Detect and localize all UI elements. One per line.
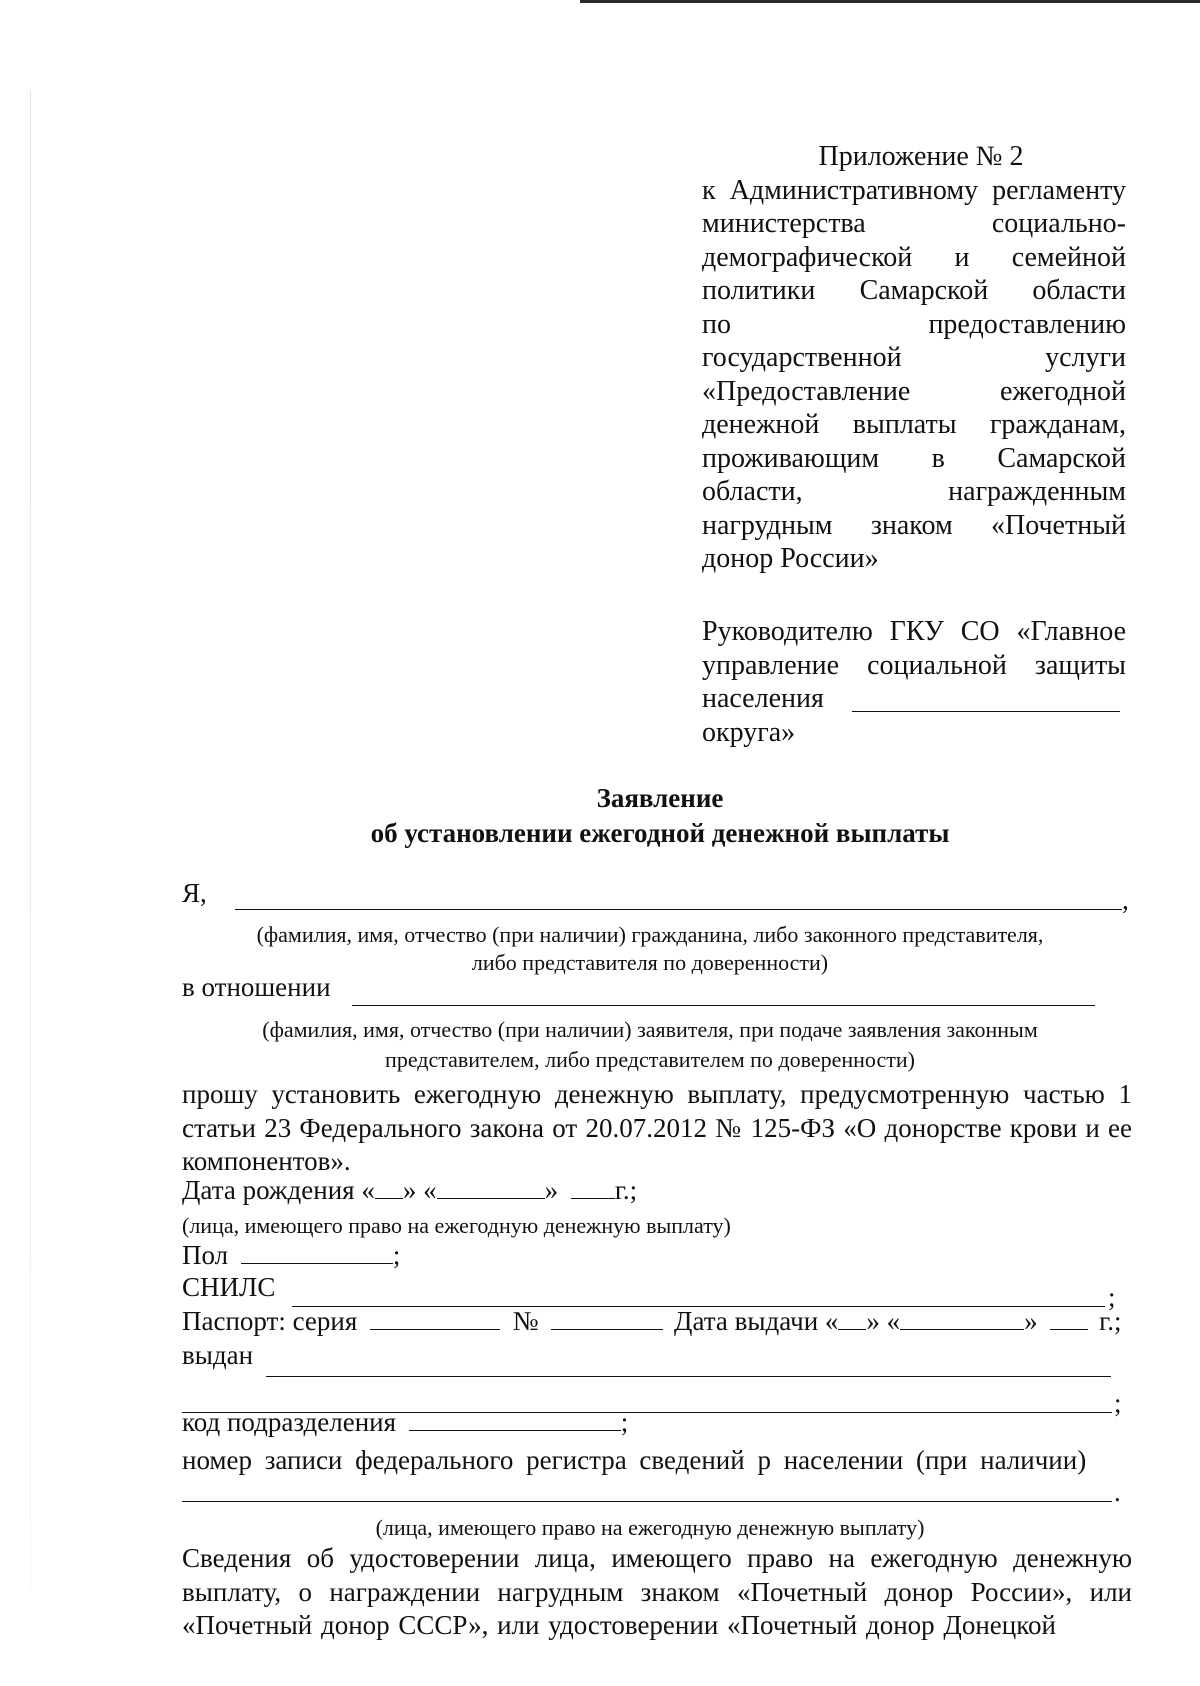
sex-label: Пол	[182, 1240, 229, 1270]
passport-number-label: №	[512, 1306, 539, 1336]
applicant-hint-1: (фамилия, имя, отчество (при наличии) гражданина, либо законного представителя,	[256, 922, 1044, 947]
appendix-line	[702, 274, 1126, 308]
appendix-line	[702, 174, 1126, 208]
birth-month-line[interactable]	[437, 1197, 545, 1199]
appendix-word: услуги	[1045, 342, 1126, 373]
appendix-word: социально-	[991, 208, 1126, 239]
appendix-word: проживающим	[702, 442, 880, 474]
certificate-paragraph: Сведения об удостоверении лица, имеющего право на ежегодную денежную выплату, о награждении нагрудным знаком «Почетный донор России», или «Почетный донор СССР», или удостоверении «Почетный донор Донецкой	[182, 1543, 1132, 1640]
appendix-word: денежной	[702, 409, 820, 440]
passport-date-sep-2: »	[1024, 1306, 1038, 1336]
division-end: ;	[620, 1407, 629, 1437]
issued-line-1[interactable]	[266, 1376, 1111, 1377]
appendix-line	[702, 375, 1126, 409]
appendix-word: знаком	[870, 509, 953, 541]
addressee-line-1: Руководителю ГКУ СО «Главное	[702, 616, 1126, 647]
passport-month-line[interactable]	[900, 1328, 1024, 1330]
scan-edge-left	[30, 90, 31, 1590]
birth-day-line[interactable]	[375, 1197, 403, 1199]
appendix-lines	[702, 174, 1126, 576]
applicant-hint-2: либо представителя по доверенности)	[471, 950, 829, 975]
addressee-line-2: управление социальной защиты	[702, 649, 1126, 681]
birth-date-label: Дата рождения «	[182, 1175, 375, 1205]
passport-year-line[interactable]	[1050, 1328, 1088, 1330]
appendix-word: выплаты	[852, 409, 957, 440]
appendix-line	[702, 442, 1126, 476]
regarding-hint-1: (фамилия, имя, отчество (при наличии) заявителя, при подаче заявления законным	[262, 1017, 1038, 1042]
sex-end: ;	[392, 1240, 401, 1270]
statement-title: Заявление	[596, 783, 724, 813]
sex-line[interactable]	[241, 1262, 393, 1264]
birth-year-line[interactable]	[571, 1197, 615, 1199]
appendix-line	[702, 475, 1126, 509]
appendix-word: нагрудным	[702, 509, 833, 541]
regarding-name-line[interactable]	[352, 1005, 1095, 1006]
appendix-word: и	[954, 241, 970, 273]
addressee-population-label: населения	[702, 683, 824, 714]
appendix-word: Самарской	[997, 442, 1126, 474]
appendix-header	[702, 140, 1126, 576]
appendix-word: Административному	[729, 174, 979, 206]
birth-date-sep-1: » «	[402, 1175, 437, 1205]
division-row	[182, 1407, 628, 1438]
birth-date-sep-2: »	[544, 1175, 559, 1205]
issued-end: ;	[1114, 1388, 1122, 1418]
appendix-word: политики	[702, 275, 816, 306]
appendix-word: награжденным	[948, 476, 1126, 507]
appendix-word: предоставлению	[928, 308, 1126, 340]
appendix-word: семейной	[1011, 241, 1126, 273]
passport-day-line[interactable]	[838, 1328, 866, 1330]
request-paragraph: прошу установить ежегодную денежную выплату, предусмотренную частью 1 статьи 23 Федерального закона от 20.07.2012 № 125-ФЗ «О донорстве крови и ее компонентов».	[182, 1079, 1132, 1176]
appendix-word: государственной	[702, 342, 902, 373]
birth-date-hint: (лица, имеющего право на ежегодную денежную выплату)	[182, 1213, 731, 1238]
appendix-word: «Предоставление	[702, 375, 911, 407]
appendix-word: гражданам,	[989, 409, 1126, 440]
passport-row	[182, 1306, 1121, 1337]
appendix-word: области	[1032, 275, 1126, 306]
appendix-line	[702, 341, 1126, 375]
appendix-title: Приложение № 2	[818, 141, 1024, 172]
appendix-word: к	[702, 174, 716, 206]
passport-number-line[interactable]	[551, 1328, 663, 1330]
division-code-line[interactable]	[409, 1429, 621, 1431]
applicant-label: Я,	[182, 878, 207, 908]
addressee-line-3	[702, 682, 1126, 716]
regarding-hint-2: представителем, либо представителем по доверенности)	[385, 1047, 915, 1072]
passport-date-label: Дата выдачи «	[674, 1306, 839, 1336]
addressee-block	[702, 615, 1126, 749]
register-label: номер записи федерального регистра сведений р населении (при наличии)	[182, 1445, 1087, 1475]
snils-label: СНИЛС	[182, 1272, 276, 1302]
passport-date-sep-1: » «	[866, 1306, 901, 1336]
sex-row	[182, 1240, 400, 1271]
appendix-word: области,	[702, 476, 803, 507]
appendix-word: министерства	[702, 208, 866, 239]
appendix-line	[702, 207, 1126, 241]
scan-edge-top	[580, 0, 1200, 3]
register-end: .	[1114, 1477, 1121, 1507]
appendix-word: Самарской	[859, 275, 989, 306]
birth-date-year-suffix: г.;	[614, 1175, 638, 1205]
applicant-name-line[interactable]	[235, 909, 1122, 910]
register-hint: (лица, имеющего право на ежегодную денежную выплату)	[375, 1515, 925, 1540]
snils-end: ;	[1108, 1282, 1116, 1312]
appendix-word: ежегодной	[999, 375, 1126, 407]
register-line[interactable]	[182, 1501, 1112, 1502]
appendix-word: «Почетный	[990, 509, 1126, 541]
appendix-line	[702, 408, 1126, 442]
applicant-comma: ,	[1122, 885, 1129, 915]
appendix-word: демографической	[702, 241, 913, 273]
appendix-word: регламенту	[992, 174, 1126, 206]
birth-date-row	[182, 1175, 637, 1206]
register-row	[182, 1445, 1126, 1476]
issued-label: выдан	[182, 1340, 254, 1370]
appendix-line	[702, 509, 1126, 543]
regarding-label: в отношении	[182, 972, 331, 1002]
applicant-row	[182, 878, 207, 909]
district-fill-line[interactable]	[852, 710, 1120, 712]
passport-series-label: Паспорт: серия	[182, 1306, 358, 1336]
appendix-word: по	[702, 308, 731, 340]
statement-subtitle: об установлении ежегодной денежной выплаты	[370, 818, 950, 848]
appendix-line: донор России»	[702, 543, 879, 574]
appendix-line	[702, 241, 1126, 275]
passport-series-line[interactable]	[370, 1328, 500, 1330]
passport-year-suffix: г.;	[1099, 1306, 1122, 1336]
addressee-line-4: округа»	[702, 716, 796, 748]
appendix-word: в	[931, 442, 945, 474]
appendix-line	[702, 308, 1126, 342]
division-label: код подразделения	[182, 1407, 397, 1437]
